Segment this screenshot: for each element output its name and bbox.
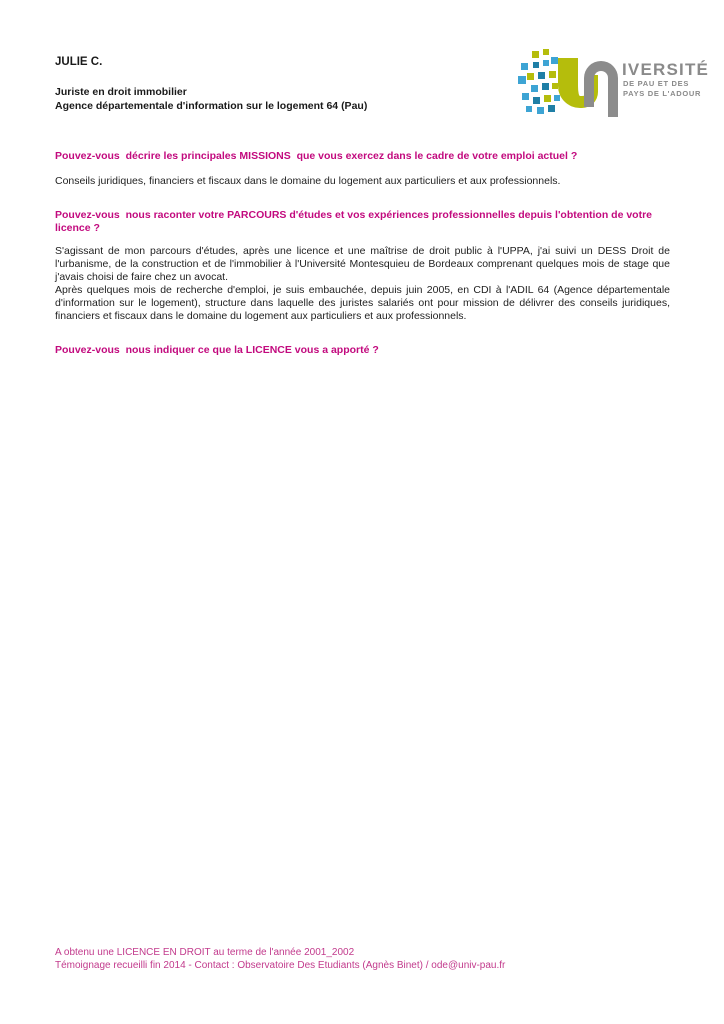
role-line-1: Juriste en droit immobilier [55, 86, 187, 98]
mosaic-square [522, 93, 529, 100]
mosaic-square [527, 73, 534, 80]
mosaic-square [518, 76, 526, 84]
answer-missions: Conseils juridiques, financiers et fiscaux dans le domaine du logement aux particuliers et aux professionnels. [55, 175, 561, 187]
mosaic-square [538, 72, 545, 79]
mosaic-square [526, 106, 532, 112]
mosaic-square [548, 105, 555, 112]
mosaic-icon [518, 45, 562, 115]
answer-parcours [55, 245, 670, 323]
mosaic-square [554, 95, 560, 101]
logo-n-tail [608, 105, 618, 117]
mosaic-square [543, 49, 549, 55]
mosaic-square [533, 97, 540, 104]
mosaic-square [532, 51, 539, 58]
person-roles [55, 85, 367, 113]
logo-wordmark [622, 61, 709, 98]
mosaic-square [551, 57, 558, 64]
footer-line-2: Témoignage recueilli fin 2014 - Contact : Observatoire Des Etudiants (Agnès Binet) / ode@univ-pau.fr [55, 960, 506, 971]
mosaic-square [531, 85, 538, 92]
interview-content [55, 150, 670, 357]
logo-text-sub1: DE PAU ET DES [623, 79, 690, 88]
logo-n-gray-shape [584, 61, 618, 107]
mosaic-square [533, 62, 539, 68]
header [55, 56, 367, 113]
university-logo [518, 45, 710, 121]
question-licence: Pouvez-vous nous indiquer ce que la LICENCE vous a apporté ? [55, 344, 379, 356]
mosaic-square [549, 71, 556, 78]
mosaic-square [544, 95, 551, 102]
mosaic-square [543, 60, 549, 66]
answer-parcours-paragraph-1: S'agissant de mon parcours d'études, après une licence et une maîtrise de droit public à l'UPPA, j'ai suivi un DESS Droit de l'urbanisme, de la construction et de l'immobilier à l'Université Montesquieu de Bordeaux comprenant quelques mois de stage que j'avais choisi de faire chez un avocat. [55, 245, 670, 283]
logo-text-main: IVERSITÉ [622, 60, 710, 79]
answer-parcours-paragraph-2: Après quelques mois de recherche d'emploi, je suis embauchée, depuis juin 2005, en CDI à l'ADIL 64 (Agence départementale d'information sur le logement), structure dans laquelle des juristes salariés ont pour mission de délivrer des conseils juridiques, financiers et fiscaux dans le domaine du logement aux particuliers et aux professionnels. [55, 284, 670, 322]
mosaic-square [521, 63, 528, 70]
footer [55, 946, 505, 972]
mosaic-square [542, 83, 549, 90]
role-line-2: Agence départementale d'information sur le logement 64 (Pau) [55, 100, 368, 112]
question-parcours: Pouvez-vous nous raconter votre PARCOURS d'études et vos expériences professionnelles depuis l'obtention de votre licence ? [55, 209, 655, 234]
mosaic-square [537, 107, 544, 114]
footer-line-1: A obtenu une LICENCE EN DROIT au terme de l'année 2001_2002 [55, 947, 355, 958]
question-missions: Pouvez-vous décrire les principales MISSIONS que vous exercez dans le cadre de votre emploi actuel ? [55, 150, 578, 162]
logo-text-sub2: PAYS DE L'ADOUR [623, 88, 702, 98]
person-name: JULIE C. [55, 56, 103, 68]
